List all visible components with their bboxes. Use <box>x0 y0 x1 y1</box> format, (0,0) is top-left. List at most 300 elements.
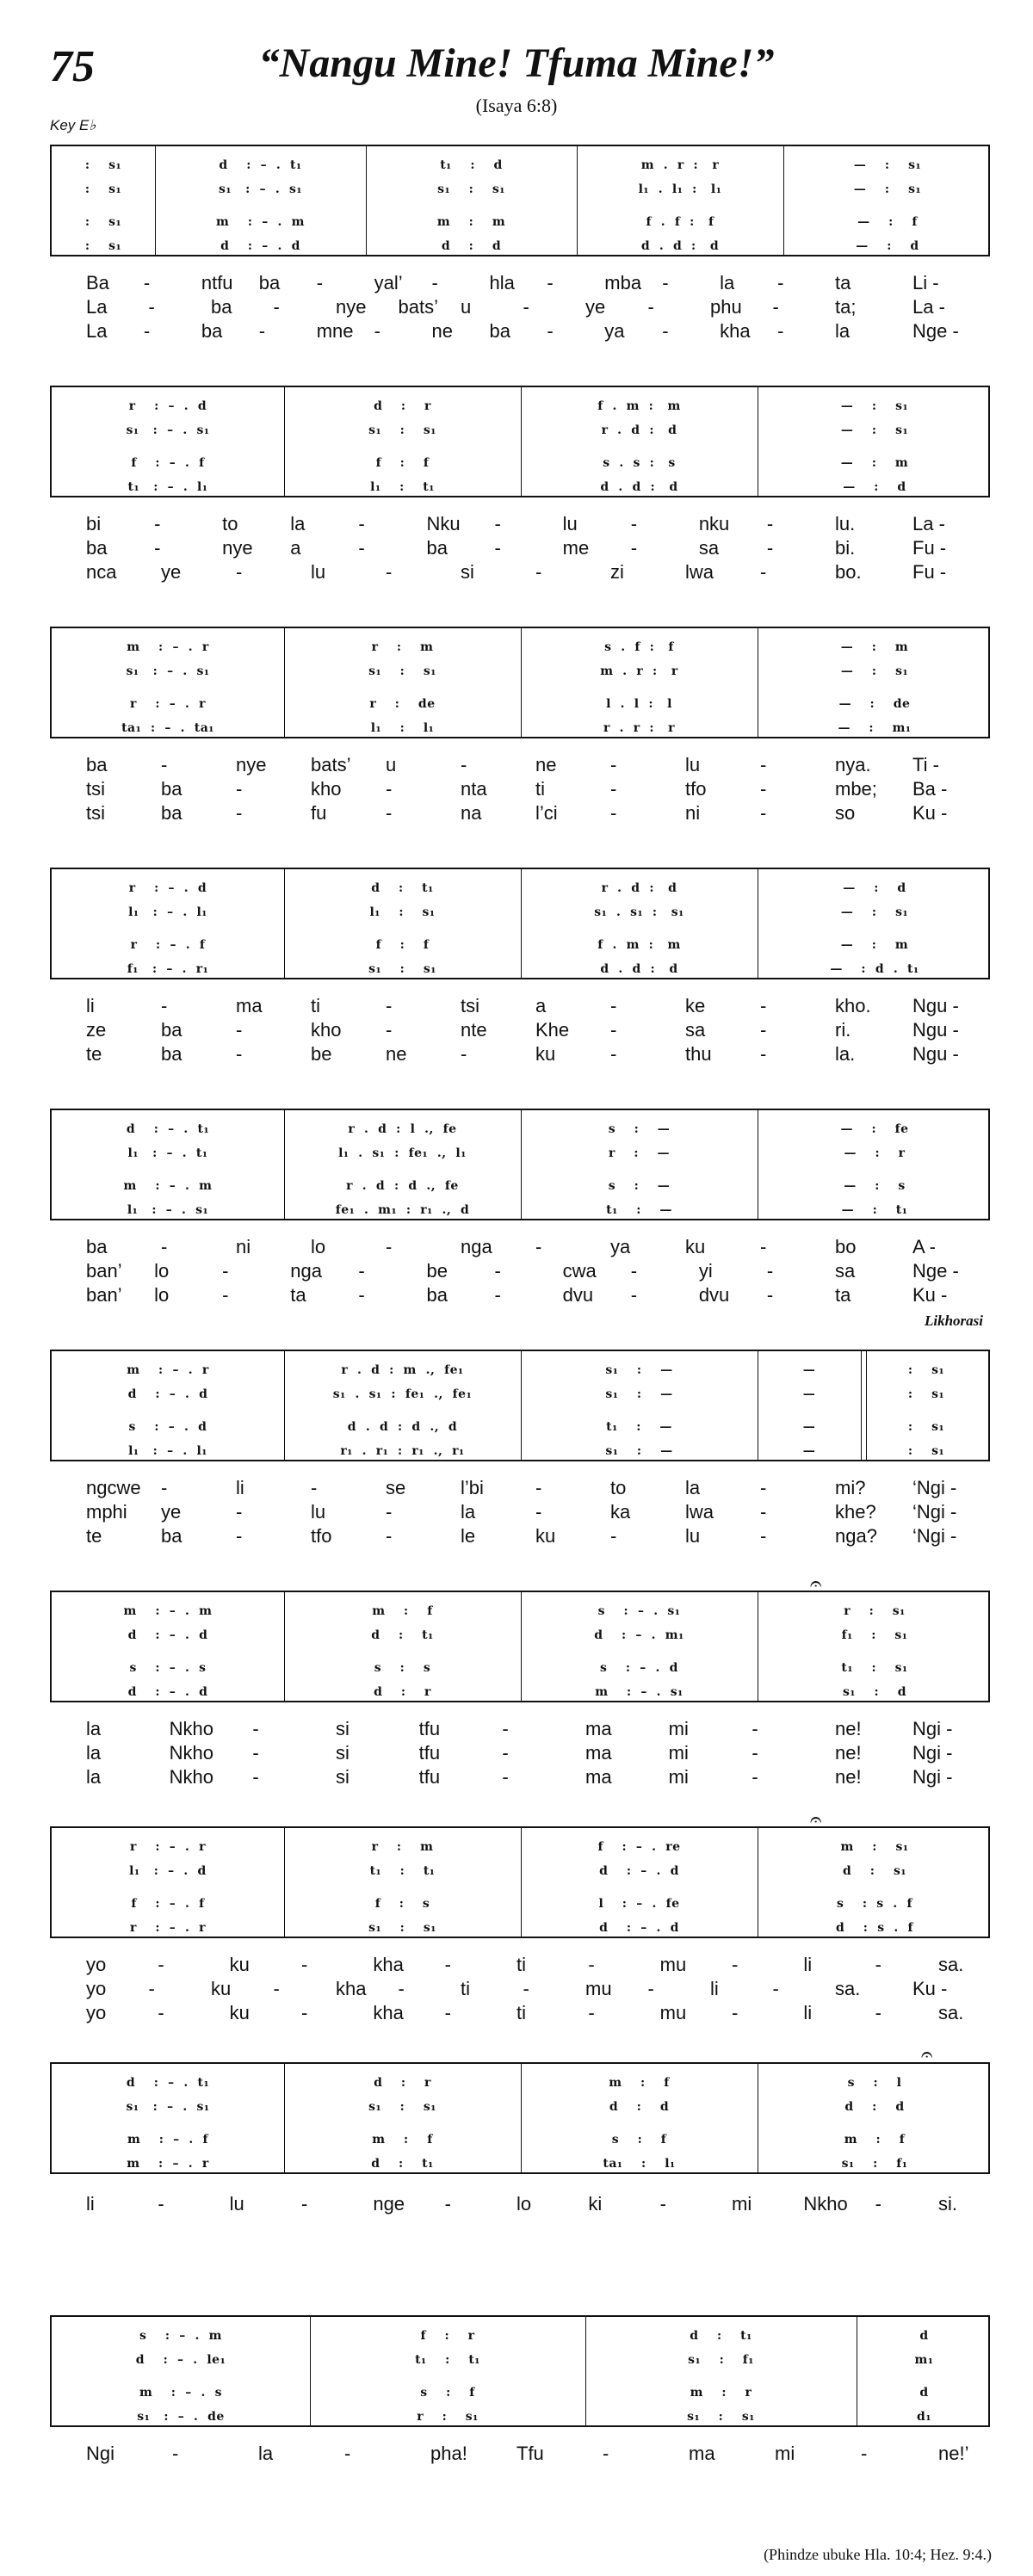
syllable-hyphen: - <box>772 296 779 318</box>
lyric-syllable: to <box>610 1477 627 1498</box>
syllable-hyphen: - <box>236 1525 243 1547</box>
solfa-notation: d : t₁ <box>371 2157 434 2171</box>
lyric-syllable: cwa <box>562 1260 597 1282</box>
syllable-hyphen: - <box>143 320 151 342</box>
music-system <box>50 1350 990 1461</box>
solfa-notation: : s₁ <box>907 1387 945 1401</box>
syllable-hyphen: - <box>760 1019 767 1041</box>
lyric-syllable: ne! <box>835 1742 862 1764</box>
syllable-hyphen: - <box>494 1260 501 1282</box>
solfa-notation: m : – . s <box>139 2386 222 2400</box>
lyric-syllable: ne!’ <box>938 2443 969 2464</box>
lyric-syllable: tsi <box>86 778 105 800</box>
bar-line <box>284 2064 285 2172</box>
syllable-hyphen: - <box>766 1284 774 1306</box>
syllable-hyphen: - <box>603 2443 609 2464</box>
solfa-notation: d : – . t₁ <box>126 2076 210 2090</box>
solfa-notation: d : – . d <box>127 1628 208 1642</box>
syllable-hyphen: - <box>766 537 774 559</box>
solfa-notation: m : – . m <box>123 1179 213 1193</box>
syllable-hyphen: - <box>316 272 324 293</box>
lyric-syllable: kha <box>720 320 751 342</box>
solfa-notation: s₁ . s₁ : s₁ <box>594 905 684 919</box>
lyric-syllable: ke <box>685 995 706 1016</box>
solfa-notation: r : m <box>371 640 434 654</box>
solfa-notation: d . d : d <box>600 480 678 494</box>
lyric-syllable: u <box>386 754 397 775</box>
syllable-hyphen: - <box>273 1978 280 1999</box>
solfa-notation: f . f : f <box>646 215 714 229</box>
lyric-syllable: ban’ <box>86 1284 122 1306</box>
lyric-syllable: se <box>386 1477 406 1498</box>
lyric-syllable: yal’ <box>374 272 403 293</box>
syllable-hyphen: - <box>760 1236 767 1257</box>
solfa-notation: s . f : f <box>604 640 674 654</box>
syllable-hyphen: - <box>760 1501 767 1523</box>
lyric-syllable: Nkho <box>169 1718 214 1739</box>
lyric-syllable: yo <box>86 2002 107 2023</box>
lyric-syllable: ku <box>229 2002 250 2023</box>
solfa-notation: d : d <box>844 2100 905 2114</box>
syllable-hyphen: - <box>158 2002 164 2023</box>
solfa-notation: s₁ : s₁ <box>368 962 436 976</box>
bar-line <box>521 387 522 496</box>
lyric-syllable: me <box>562 537 590 559</box>
lyric-syllable: yi <box>698 1260 713 1282</box>
solfa-notation: t₁ : — <box>606 1420 672 1434</box>
solfa-notation: — <box>802 1363 816 1377</box>
solfa-notation: r : – . d <box>128 399 207 413</box>
syllable-hyphen: - <box>547 272 554 293</box>
lyric-syllable: pha! <box>430 2443 467 2464</box>
lyric-syllable: Fu - <box>912 537 947 559</box>
solfa-notation: d : – . t₁ <box>126 1122 210 1136</box>
lyric-syllable: la. <box>835 1043 856 1065</box>
solfa-notation: r : – . r <box>129 1840 207 1854</box>
lyric-syllable: A - <box>912 1236 936 1257</box>
syllable-hyphen: - <box>252 1766 259 1788</box>
solfa-notation: r . d : d ., fe <box>346 1179 459 1193</box>
syllable-hyphen: - <box>494 513 501 534</box>
syllable-hyphen: - <box>760 778 767 800</box>
lyric-syllable: Ngu - <box>912 1043 959 1065</box>
syllable-hyphen: - <box>760 995 767 1016</box>
lyric-syllable: si <box>336 1718 349 1739</box>
syllable-hyphen: - <box>630 513 638 534</box>
lyric-syllable: Nge - <box>912 320 959 342</box>
syllable-hyphen: - <box>461 1043 467 1065</box>
syllable-hyphen: - <box>610 1043 617 1065</box>
lyric-syllable: Nku <box>426 513 461 534</box>
bar-line <box>521 1592 522 1701</box>
solfa-notation: f : s <box>374 1897 430 1911</box>
lyric-syllable: lu. <box>835 513 856 534</box>
solfa-notation: m : r <box>690 2386 752 2400</box>
lyric-syllable: mi <box>668 1766 689 1788</box>
syllable-hyphen: - <box>444 2193 451 2215</box>
solfa-notation: s₁ : s₁ <box>437 182 505 196</box>
solfa-notation: s : – . d <box>600 1661 678 1675</box>
lyric-syllable: lo <box>311 1236 326 1257</box>
solfa-notation: m₁ <box>914 2353 934 2367</box>
syllable-hyphen: - <box>386 995 393 1016</box>
lyric-syllable: ki <box>588 2193 603 2215</box>
solfa-notation: r : – . d <box>128 881 207 895</box>
solfa-notation: l₁ : – . d <box>129 1864 207 1878</box>
lyric-syllable: ‘Ngi - <box>912 1501 957 1523</box>
lyric-syllable: lwa <box>685 561 714 583</box>
lyric-syllable: be <box>311 1043 332 1065</box>
syllable-hyphen: - <box>161 995 168 1016</box>
lyric-syllable: ku <box>229 1954 250 1975</box>
lyric-syllable: Tfu <box>516 2443 544 2464</box>
solfa-notation: r : de <box>369 697 436 711</box>
fermata-icon: 𝄐 <box>921 2042 933 2066</box>
solfa-notation: m : f <box>372 1604 433 1618</box>
lyric-syllable: a <box>535 995 547 1016</box>
solfa-notation: s₁ : f₁ <box>688 2353 754 2367</box>
solfa-notation: d : – . d <box>127 1387 208 1401</box>
solfa-notation: f : f <box>375 456 430 470</box>
lyric-syllable: Ba - <box>912 778 948 800</box>
solfa-notation: l₁ : – . l₁ <box>128 1444 207 1458</box>
solfa-notation: s₁ : s₁ <box>368 423 436 437</box>
lyric-syllable: na <box>461 802 482 824</box>
lyric-syllable: si <box>336 1766 349 1788</box>
solfa-notation: : s₁ <box>907 1363 945 1377</box>
solfa-notation: d : r <box>374 2076 431 2090</box>
solfa-notation: s₁ : – . s₁ <box>219 182 302 196</box>
solfa-notation: r : – . f <box>130 938 206 952</box>
solfa-notation: : s₁ <box>84 182 122 196</box>
syllable-hyphen: - <box>301 2193 308 2215</box>
lyric-syllable: lu <box>311 1501 326 1523</box>
solfa-notation: s₁ : – . s₁ <box>126 664 210 678</box>
solfa-notation: s : – . m <box>139 2329 222 2343</box>
syllable-hyphen: - <box>236 802 243 824</box>
solfa-notation: m : f <box>372 2133 433 2147</box>
solfa-notation: r : — <box>608 1146 671 1160</box>
solfa-notation: d <box>919 2386 929 2400</box>
syllable-hyphen: - <box>172 2443 179 2464</box>
syllable-hyphen: - <box>777 272 784 293</box>
lyric-syllable: tfo <box>311 1525 332 1547</box>
solfa-notation: s₁ : d <box>843 1685 906 1699</box>
lyric-syllable: ba <box>161 802 182 824</box>
bar-line <box>783 146 784 255</box>
syllable-hyphen: - <box>630 537 638 559</box>
solfa-notation: — : s₁ <box>840 905 909 919</box>
lyric-syllable: tsi <box>86 802 105 824</box>
solfa-notation: s : f <box>420 2386 475 2400</box>
solfa-notation: f : r <box>420 2329 475 2343</box>
lyric-syllable: li <box>710 1978 719 1999</box>
solfa-notation: l₁ : l₁ <box>370 721 435 735</box>
solfa-notation: m . r : r <box>600 664 678 678</box>
syllable-hyphen: - <box>647 296 654 318</box>
lyric-syllable: nye <box>222 537 253 559</box>
solfa-notation: l . l : l <box>606 697 672 711</box>
lyric-syllable: sa <box>835 1260 856 1282</box>
lyric-syllable: lu <box>685 1525 701 1547</box>
bar-line <box>284 1828 285 1937</box>
lyric-syllable: dvu <box>562 1284 594 1306</box>
solfa-notation: m : – . s₁ <box>595 1685 684 1699</box>
syllable-hyphen: - <box>161 1477 168 1498</box>
solfa-notation: f : – . f <box>131 1897 205 1911</box>
lyric-syllable: mu <box>585 1978 612 1999</box>
solfa-notation: t₁ : s₁ <box>841 1661 908 1675</box>
solfa-notation: d . d : d <box>600 962 678 976</box>
solfa-notation: s : s . f <box>836 1897 913 1911</box>
solfa-notation: — : m <box>840 938 909 952</box>
lyric-syllable: bi. <box>835 537 856 559</box>
lyric-syllable: kho <box>311 1019 342 1041</box>
syllable-hyphen: - <box>358 1260 365 1282</box>
bar-line <box>521 1828 522 1937</box>
syllable-hyphen: - <box>760 1043 767 1065</box>
lyric-syllable: to <box>222 513 238 534</box>
lyric-syllable: ti <box>516 2002 526 2023</box>
lyric-syllable: nta <box>461 778 487 800</box>
solfa-notation: — <box>802 1420 816 1434</box>
lyric-syllable: bo. <box>835 561 862 583</box>
syllable-hyphen: - <box>252 1742 259 1764</box>
lyric-syllable: lo <box>154 1284 170 1306</box>
lyric-syllable: ba <box>426 537 448 559</box>
solfa-notation: d : t₁ <box>371 881 434 895</box>
lyric-syllable: bo <box>835 1236 857 1257</box>
syllable-hyphen: - <box>760 1525 767 1547</box>
lyric-syllable: lwa <box>685 1501 714 1523</box>
solfa-notation: — : r <box>844 1146 906 1160</box>
lyric-syllable: nga <box>461 1236 492 1257</box>
solfa-notation: f : – . re <box>597 1840 681 1854</box>
solfa-notation: — : fe <box>840 1122 909 1136</box>
lyric-syllable: ya <box>604 320 625 342</box>
lyric-syllable: si <box>336 1742 349 1764</box>
lyric-syllable: nte <box>461 1019 487 1041</box>
syllable-hyphen: - <box>236 1043 243 1065</box>
solfa-notation: s₁ : — <box>605 1387 673 1401</box>
lyric-syllable: ba <box>161 778 182 800</box>
syllable-hyphen: - <box>752 1718 758 1739</box>
syllable-hyphen: - <box>236 1019 243 1041</box>
lyric-syllable: ta <box>835 1284 851 1306</box>
syllable-hyphen: - <box>662 320 669 342</box>
lyric-syllable: tfu <box>418 1742 441 1764</box>
bar-line <box>155 146 156 255</box>
syllable-hyphen: - <box>766 1260 774 1282</box>
lyric-syllable: la <box>86 1718 102 1739</box>
solfa-notation: f₁ : s₁ <box>841 1628 908 1642</box>
syllable-hyphen: - <box>772 1978 779 1999</box>
syllable-hyphen: - <box>311 1477 318 1498</box>
syllable-hyphen: - <box>630 1284 638 1306</box>
lyric-syllable: si. <box>938 2193 957 2215</box>
solfa-notation: s₁ : f₁ <box>841 2157 908 2171</box>
lyric-syllable: ku <box>211 1978 232 1999</box>
solfa-notation: d : – . d <box>599 1864 679 1878</box>
lyric-syllable: la <box>835 320 851 342</box>
lyric-syllable: mbe; <box>835 778 877 800</box>
solfa-notation: r : s₁ <box>417 2410 479 2424</box>
syllable-hyphen: - <box>630 1260 638 1282</box>
syllable-hyphen: - <box>752 1742 758 1764</box>
solfa-notation: r : – . r <box>129 1921 207 1935</box>
lyric-syllable: ni <box>236 1236 251 1257</box>
lyric-syllable: sa. <box>938 2002 964 2023</box>
solfa-notation: d : r <box>374 399 431 413</box>
solfa-notation: — : s₁ <box>840 399 909 413</box>
syllable-hyphen: - <box>148 1978 155 1999</box>
syllable-hyphen: - <box>386 1236 393 1257</box>
syllable-hyphen: - <box>535 1236 542 1257</box>
fermata-icon: 𝄐 <box>810 1572 822 1596</box>
solfa-notation: : s₁ <box>84 158 122 172</box>
solfa-notation: l₁ : t₁ <box>370 480 435 494</box>
lyric-syllable: Ngi <box>86 2443 115 2464</box>
bar-line <box>284 1110 285 1219</box>
bar-line <box>284 387 285 496</box>
lyric-syllable: tfu <box>418 1766 441 1788</box>
bar-line <box>284 869 285 978</box>
lyric-syllable: nga <box>290 1260 322 1282</box>
syllable-hyphen: - <box>523 1978 529 1999</box>
lyric-syllable: lu <box>562 513 578 534</box>
lyric-syllable: Nge - <box>912 1260 959 1282</box>
solfa-notation: : s₁ <box>84 239 122 253</box>
lyric-syllable: la <box>86 1766 102 1788</box>
solfa-notation: d : – . d <box>599 1921 679 1935</box>
lyric-syllable: ka <box>610 1501 631 1523</box>
bar-line <box>577 146 578 255</box>
lyric-syllable: ye <box>161 561 182 583</box>
solfa-notation: s₁ : – . s₁ <box>126 423 210 437</box>
syllable-hyphen: - <box>236 778 243 800</box>
lyric-syllable: l’bi <box>461 1477 484 1498</box>
lyric-syllable: ya <box>610 1236 631 1257</box>
lyric-syllable: la <box>258 2443 274 2464</box>
lyric-syllable: nge <box>373 2193 405 2215</box>
lyric-syllable: ne <box>431 320 454 342</box>
solfa-notation: — : d <box>843 480 906 494</box>
solfa-notation: r : – . r <box>129 697 207 711</box>
lyric-syllable: te <box>86 1043 102 1065</box>
lyric-syllable: ne! <box>835 1718 862 1739</box>
solfa-notation: d : t₁ <box>690 2329 752 2343</box>
solfa-notation: s : — <box>608 1122 671 1136</box>
lyric-syllable: khe? <box>835 1501 876 1523</box>
lyric-syllable: Fu - <box>912 561 947 583</box>
lyric-syllable: mi <box>732 2193 752 2215</box>
key-signature: Key E♭ <box>50 117 96 133</box>
lyric-syllable: ba <box>161 1043 182 1065</box>
bar-line <box>366 146 367 255</box>
solfa-notation: — : d <box>843 881 906 895</box>
lyric-syllable: mne <box>316 320 354 342</box>
syllable-hyphen: - <box>752 1766 758 1788</box>
lyric-syllable: nca <box>86 561 117 583</box>
syllable-hyphen: - <box>161 754 168 775</box>
lyric-syllable: kha <box>373 1954 404 1975</box>
lyric-syllable: Ti - <box>912 754 939 775</box>
lyric-syllable: yo <box>86 1954 107 1975</box>
lyric-syllable: ngcwe <box>86 1477 141 1498</box>
syllable-hyphen: - <box>777 320 784 342</box>
syllable-hyphen: - <box>610 754 617 775</box>
solfa-notation: ta₁ : – . ta₁ <box>121 721 214 735</box>
syllable-hyphen: - <box>502 1718 509 1739</box>
syllable-hyphen: - <box>386 1525 393 1547</box>
lyric-syllable: kho. <box>835 995 871 1016</box>
solfa-notation: d . d : d ., d <box>347 1420 458 1434</box>
solfa-notation: m : – . m <box>123 1604 213 1618</box>
lyric-syllable: ti <box>535 778 545 800</box>
syllable-hyphen: - <box>523 296 529 318</box>
syllable-hyphen: - <box>161 1236 168 1257</box>
syllable-hyphen: - <box>386 1019 393 1041</box>
lyric-syllable: bi <box>86 513 102 534</box>
lyric-syllable: ba <box>86 754 108 775</box>
solfa-notation: f . m : m <box>597 938 681 952</box>
solfa-notation: s₁ : s₁ <box>368 664 436 678</box>
lyric-syllable: ta <box>290 1284 306 1306</box>
lyric-syllable: ti <box>516 1954 526 1975</box>
syllable-hyphen: - <box>158 1954 164 1975</box>
solfa-notation: s₁ : s₁ <box>368 1921 436 1935</box>
solfa-notation: s₁ : s₁ <box>368 2100 436 2114</box>
syllable-hyphen: - <box>154 513 161 534</box>
lyric-syllable: la <box>86 1742 102 1764</box>
solfa-notation: m : – . r <box>127 640 209 654</box>
syllable-hyphen: - <box>158 2193 164 2215</box>
lyric-syllable: bats’ <box>398 296 438 318</box>
lyric-syllable: lo <box>154 1260 170 1282</box>
syllable-hyphen: - <box>236 1501 243 1523</box>
lyric-syllable: Ku - <box>912 1978 948 1999</box>
lyric-syllable: phu <box>710 296 742 318</box>
syllable-hyphen: - <box>358 513 365 534</box>
lyric-syllable: la <box>461 1501 476 1523</box>
music-system <box>50 1826 990 1938</box>
music-system <box>50 627 990 738</box>
solfa-notation: d : r <box>374 1685 431 1699</box>
lyric-syllable: Ngi - <box>912 1718 953 1739</box>
solfa-notation: — <box>802 1387 816 1401</box>
solfa-notation: ta₁ : l₁ <box>603 2157 676 2171</box>
solfa-notation: d : d <box>441 239 502 253</box>
fermata-icon: 𝄐 <box>810 1807 822 1832</box>
lyric-syllable: sa <box>698 537 720 559</box>
lyric-syllable: sa. <box>938 1954 964 1975</box>
lyric-syllable: Ngu - <box>912 1019 959 1041</box>
solfa-notation: d : d <box>609 2100 670 2114</box>
syllable-hyphen: - <box>374 320 380 342</box>
lyric-syllable: ma <box>585 1766 612 1788</box>
solfa-notation: m . r : r <box>640 158 720 172</box>
syllable-hyphen: - <box>386 1501 393 1523</box>
solfa-notation: f : f <box>375 938 430 952</box>
syllable-hyphen: - <box>875 2002 881 2023</box>
solfa-notation: t₁ : — <box>606 1203 672 1217</box>
syllable-hyphen: - <box>547 320 554 342</box>
lyric-syllable: lu <box>685 754 701 775</box>
lyric-syllable: lu <box>311 561 326 583</box>
lyric-syllable: l’ci <box>535 802 558 824</box>
syllable-hyphen: - <box>358 1284 365 1306</box>
music-system <box>50 1591 990 1702</box>
